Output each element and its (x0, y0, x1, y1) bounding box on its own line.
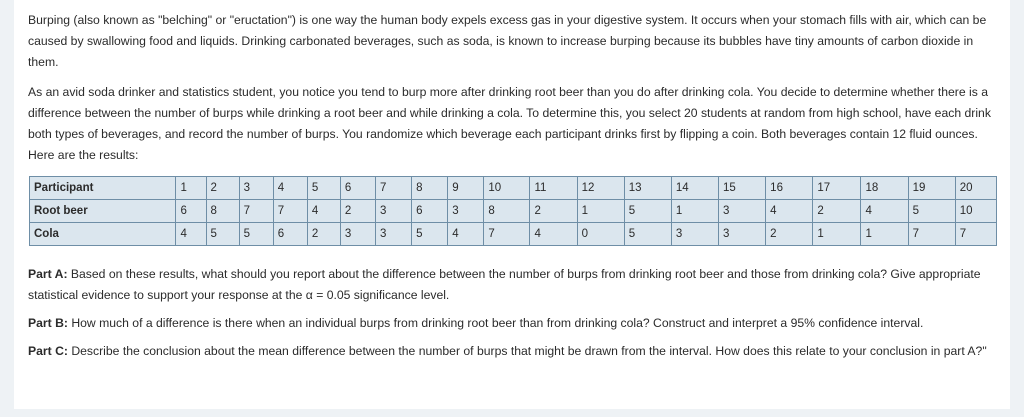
table-cell: 7 (239, 200, 273, 223)
intro-paragraph-2: As an avid soda drinker and statistics student, you notice you tend to burp more after drinking root beer than you do after drinking cola. You decide to determine whether there is a difference between the number of burps while drinking a root beer and while drinking a cola. To determine this, you select 20 students at random from high school, have each drink both types of beverages, and record the number of burps. You randomize which beverage each participant drinks first by flipping a coin. Both beverages contain 12 fluid ounces. Here are the results: (28, 85, 991, 162)
table-cell: 1 (176, 177, 206, 200)
table-cell: 1 (671, 200, 718, 223)
table-cell: 3 (719, 200, 766, 223)
table-cell: 16 (766, 177, 813, 200)
table-cell: 3 (671, 223, 718, 246)
table-cell: 3 (376, 223, 412, 246)
table-cell: 10 (484, 177, 530, 200)
table-cell: 2 (340, 200, 375, 223)
table-cell: 3 (239, 177, 273, 200)
table-cell: 4 (307, 200, 340, 223)
table-cell: 7 (484, 223, 530, 246)
table-cell: 2 (530, 200, 577, 223)
table-cell: 12 (577, 177, 624, 200)
part-b-text: How much of a difference is there when an individual burps from drinking root beer than from drinking cola? Construct and interpret a 95% confidence interval. (67, 316, 924, 330)
table-cell: 17 (813, 177, 861, 200)
table-cell: 1 (861, 223, 908, 246)
intro-paragraph-1: Burping (also known as "belching" or "eructation") is one way the human body expels excess gas in your digestive system. It occurs when your stomach fills with air, which can be caused by swallowing food and liquids. Drinking carbonated beverages, such as soda, is known to increase burping because its bubbles have tiny amounts of carbon dioxide in them. (28, 13, 987, 69)
table-cell: 6 (340, 177, 375, 200)
table-cell: 14 (671, 177, 718, 200)
table-cell: 10 (955, 200, 996, 223)
table-cell: 7 (273, 200, 307, 223)
table-cell: 9 (448, 177, 484, 200)
table-cell: 2 (813, 200, 861, 223)
table-cell: 15 (719, 177, 766, 200)
table-cell: 13 (624, 177, 671, 200)
table-cell: 4 (176, 223, 206, 246)
row-label: Participant (30, 177, 176, 200)
table-cell: 7 (908, 223, 955, 246)
table-cell: 4 (530, 223, 577, 246)
part-b (28, 313, 996, 334)
table-cell: 1 (577, 200, 624, 223)
table-cell: 8 (484, 200, 530, 223)
table-cell: 5 (239, 223, 273, 246)
table-cell: 3 (719, 223, 766, 246)
part-c-text: Describe the conclusion about the mean difference between the number of burps that might be drawn from the interval. How does this relate to your conclusion in part A?" (67, 344, 987, 358)
table-cell: 8 (206, 200, 239, 223)
table-cell: 4 (766, 200, 813, 223)
table-cell: 2 (206, 177, 239, 200)
table-cell: 5 (624, 223, 671, 246)
table-cell: 3 (376, 200, 412, 223)
table-cell: 5 (412, 223, 448, 246)
table-cell: 7 (376, 177, 412, 200)
table-cell: 8 (412, 177, 448, 200)
table-cell: 5 (908, 200, 955, 223)
table-cell: 3 (340, 223, 375, 246)
part-c-label: Part C: (28, 344, 68, 358)
table-cell: 4 (273, 177, 307, 200)
table-cell: 1 (813, 223, 861, 246)
table-cell: 3 (448, 200, 484, 223)
table-cell: 4 (861, 200, 908, 223)
row-label: Cola (30, 223, 176, 246)
part-a-label: Part A: (28, 267, 68, 281)
table-row (30, 200, 997, 223)
table-cell: 19 (908, 177, 955, 200)
table-cell: 5 (624, 200, 671, 223)
table-cell: 5 (307, 177, 340, 200)
row-label: Root beer (30, 200, 176, 223)
part-c (28, 341, 996, 362)
table-row (30, 177, 997, 200)
part-a (28, 264, 996, 306)
table-cell: 11 (530, 177, 577, 200)
table-cell: 2 (307, 223, 340, 246)
table-cell: 6 (176, 200, 206, 223)
part-b-label: Part B: (28, 316, 68, 330)
part-a-text: Based on these results, what should you report about the difference between the number of burps from drinking root beer and those from drinking cola? Give appropriate statistical evidence to support your response at the α = 0.05 significance level. (28, 267, 981, 302)
table-cell: 5 (206, 223, 239, 246)
table-cell: 2 (766, 223, 813, 246)
table-cell: 6 (273, 223, 307, 246)
table-cell: 7 (955, 223, 996, 246)
table-cell: 20 (955, 177, 996, 200)
question-card (14, 0, 1010, 409)
table-cell: 6 (412, 200, 448, 223)
table-cell: 0 (577, 223, 624, 246)
table-cell: 18 (861, 177, 908, 200)
table-cell: 4 (448, 223, 484, 246)
table-row (30, 223, 997, 246)
results-table (29, 176, 997, 246)
